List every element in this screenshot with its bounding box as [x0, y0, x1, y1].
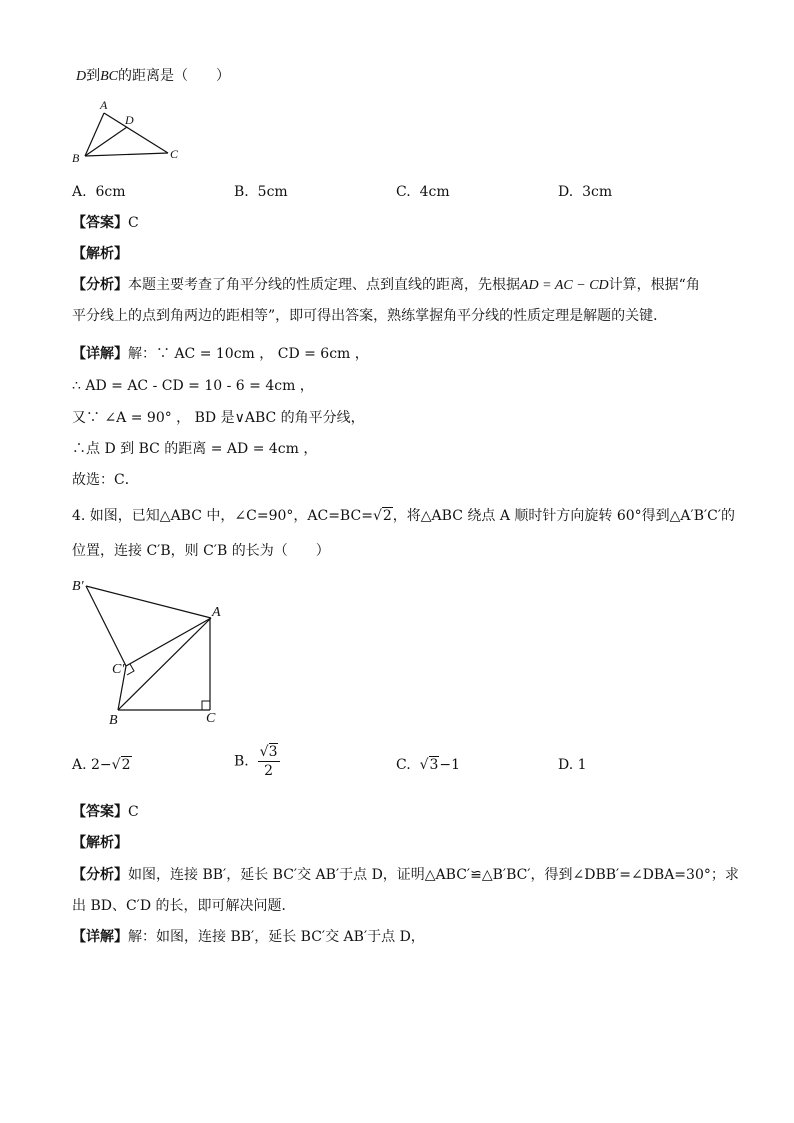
option-text: 1 [577, 757, 587, 773]
option-text: 6cm [95, 184, 126, 200]
q3-fenxi-line1 [72, 275, 700, 296]
option-letter: C. [396, 184, 411, 200]
option-d [558, 755, 587, 775]
q4-fenxi-line1 [72, 865, 739, 885]
option-b [234, 743, 280, 780]
option-letter: A. [72, 757, 87, 773]
stem-question: 的距离是（ ） [118, 68, 231, 84]
q4-analysis-tag [72, 833, 128, 853]
fenxi-tag: 【分析】 [72, 277, 128, 293]
option-a [72, 182, 126, 202]
option-text: 4cm [419, 184, 450, 200]
side-ba [118, 618, 211, 710]
analysis-tag: 【解析】 [72, 246, 128, 262]
answer-value: C [128, 804, 139, 820]
side-bc [85, 153, 168, 156]
analysis-tag: 【解析】 [72, 835, 128, 851]
q4-rotation-figure [66, 570, 236, 730]
label-b': B′ [72, 579, 84, 594]
stem-line-bc: BC [100, 69, 119, 84]
option-text: 5cm [257, 184, 288, 200]
q3-detail-line2: ∴ AD = AC - CD = 10 - 6 = 4cm ， [72, 378, 314, 394]
option-text: 3cm [582, 184, 613, 200]
fraction-denominator: 2 [264, 763, 274, 779]
label-b: B [72, 151, 80, 165]
fenxi-tag: 【分析】 [72, 867, 128, 883]
sqrt-radicand: 3 [429, 757, 439, 773]
stem-text: 到 [86, 68, 101, 84]
side-b'c' [86, 586, 126, 666]
fenxi-text: 本题主要考查了角平分线的性质定理、点到直线的距离，先根据 [128, 277, 520, 293]
sqrt-expression: √3 [419, 757, 439, 773]
sqrt-radicand: 3 [268, 744, 278, 760]
fenxi-text-tail: 计算，根据“角 [608, 277, 700, 293]
option-letter: A. [72, 184, 87, 200]
label-a: A [212, 605, 221, 620]
sqrt-expression: √2 [372, 508, 392, 524]
q4-detail-line1 [72, 927, 425, 947]
fraction [258, 743, 280, 780]
right-angle-mark-c [202, 701, 210, 710]
q3-stem [76, 66, 230, 87]
option-d [558, 182, 612, 202]
q3-detail-line3: 又∵ ∠A = 90° ， BD 是∨ABC 的角平分线， [72, 410, 365, 426]
q3-triangle-figure [66, 96, 196, 168]
option-c [396, 755, 460, 775]
option-b [234, 182, 288, 202]
fenxi-text: 如图，连接 BB′，延长 BC′交 AB′于点 D，证明△ABC′≌△B′BC′，得到∠DBB′=∠DBA=30°；求 [128, 867, 739, 883]
side-ac [104, 113, 168, 153]
sqrt-radicand: 2 [121, 757, 131, 773]
side-c'a [126, 618, 211, 666]
option-a [72, 755, 132, 775]
label-a: A [100, 98, 108, 112]
right-angle-mark-c' [127, 664, 134, 675]
q4-answer [72, 802, 139, 822]
label-c: C [170, 147, 179, 161]
detail-tag: 【详解】 [72, 929, 128, 945]
option-letter: D. [558, 757, 574, 773]
q4-stem-line1 [72, 506, 735, 526]
option-letter: C. [396, 757, 411, 773]
q3-fenxi-line2: 平分线上的点到角两边的距相等”，即可得出答案，熟练掌握角平分线的性质定理是解题的关键． [72, 308, 668, 324]
option-letter: D. [558, 184, 574, 200]
sqrt-radicand: 2 [382, 508, 392, 524]
stem-text-tail: ，将△ABC 绕点 A 顺时针方向旋转 60°得到△A′B′C′的 [392, 508, 736, 524]
sqrt-expression: √2 [111, 757, 131, 773]
fraction-numerator: √3 [259, 744, 278, 760]
label-d: D [125, 113, 134, 127]
option-letter: B. [234, 184, 249, 200]
q4-stem-line2: 位置，连接 C′B，则 C′B 的长为（ ） [72, 543, 330, 559]
answer-value: C [128, 215, 139, 231]
label-c: C [206, 711, 216, 726]
detail-tag: 【详解】 [72, 346, 128, 362]
fenxi-formula: AD = AC − CD [520, 278, 609, 293]
stem-point-d: D [76, 69, 87, 84]
option-c [396, 182, 450, 202]
q3-detail-line5: 故选：C． [72, 472, 139, 488]
detail-text: 解：如图，连接 BB′，延长 BC′交 AB′于点 D， [128, 929, 425, 945]
detail-text: 解：∵ AC = 10cm ， CD = 6cm ， [128, 346, 369, 362]
option-text: 2− [91, 757, 112, 773]
q3-analysis-tag [72, 244, 128, 264]
q3-answer [72, 213, 139, 233]
option-text: −1 [439, 757, 461, 773]
q3-detail-line1 [72, 344, 369, 364]
answer-tag: 【答案】 [72, 804, 128, 820]
q3-detail-line4: ∴点 D 到 BC 的距离 = AD = 4cm ， [72, 441, 318, 457]
label-b: B [109, 713, 118, 728]
label-c': C′ [112, 662, 125, 677]
stem-text: 4. 如图，已知△ABC 中，∠C=90°，AC=BC= [72, 508, 373, 524]
side-b'a [86, 586, 211, 618]
answer-tag: 【答案】 [72, 215, 128, 231]
q4-fenxi-line2: 出 BD、C′D 的长，即可解决问题． [72, 898, 296, 914]
option-letter: B. [234, 753, 249, 770]
